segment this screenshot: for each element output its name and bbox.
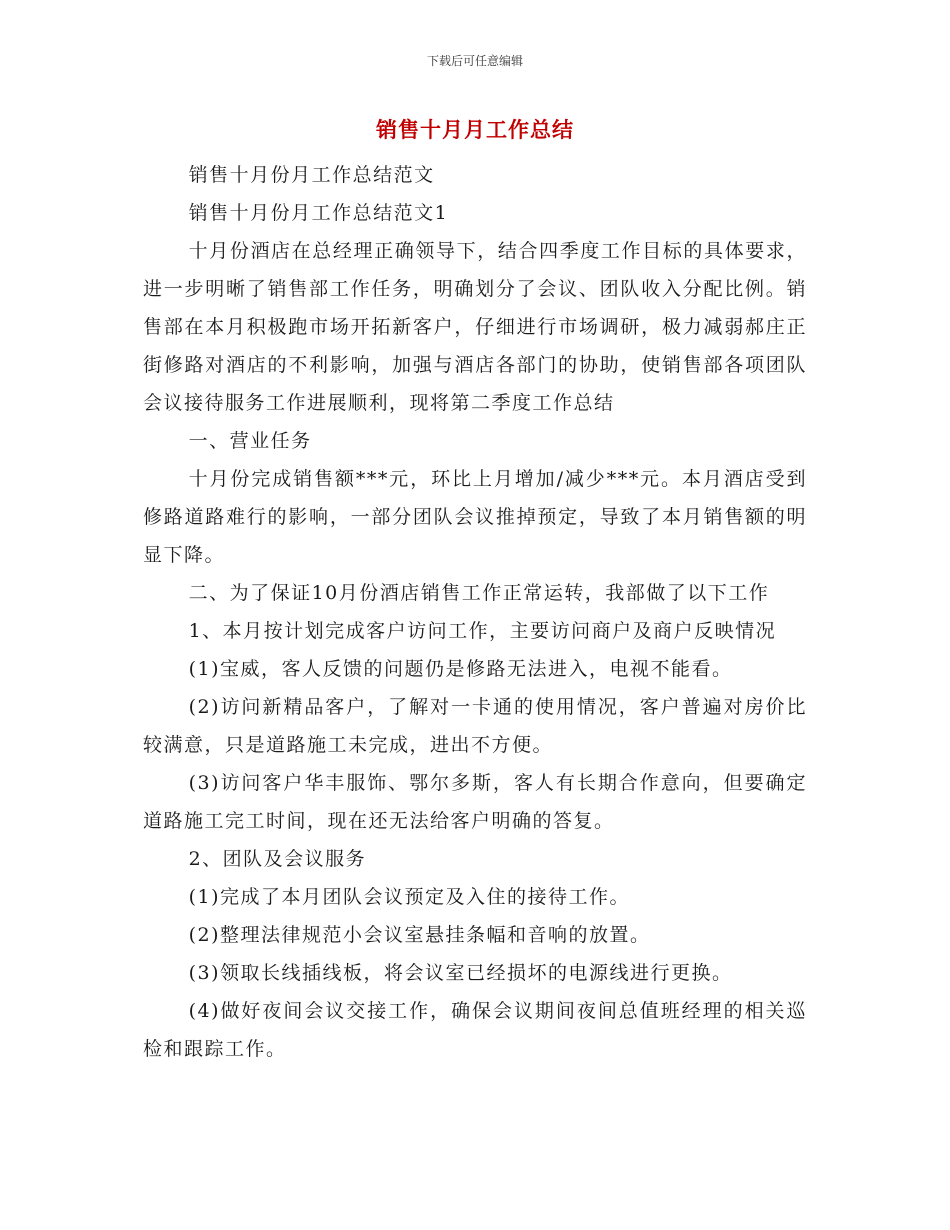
document-title: 销售十月月工作总结 — [376, 118, 574, 142]
section-heading-work: 二、为了保证10月份酒店销售工作正常运转，我部做了以下工作 — [188, 582, 770, 604]
list-item: (3)领取长线插线板，将会议室已经损坏的电源线进行更换。 — [188, 962, 733, 984]
paragraph-sales-figures: 十月份完成销售额***元，环比上月增加/减少***元。本月酒店受到修路道路难行的影响，一部分团队会议推掉预定，导致了本月销售额的明显下降。 — [143, 468, 807, 566]
paragraph-subtitle-1: 销售十月份月工作总结范文1 — [188, 202, 449, 224]
list-item: (3)访问客户华丰服饰、鄂尔多斯，客人有长期合作意向，但要确定道路施工完工时间，现在还无法给客户明确的答复。 — [143, 772, 807, 832]
list-item: (1)宝威，客人反馈的问题仍是修路无法进入，电视不能看。 — [188, 658, 733, 680]
list-item: (1)完成了本月团队会议预定及入住的接待工作。 — [188, 886, 631, 908]
list-item: (2)访问新精品客户，了解对一卡通的使用情况，客户普遍对房价比较满意，只是道路施工未完成，进出不方便。 — [143, 696, 807, 756]
paragraph-intro: 十月份酒店在总经理正确领导下，结合四季度工作目标的具体要求，进一步明晰了销售部工作任务，明确划分了会议、团队收入分配比例。销售部在本月积极跑市场开拓新客户，仔细进行市场调研，极力减弱郝庄正街修路对酒店的不利影响，加强与酒店各部门的协助，使销售部各项团队会议接待服务工作进展顺利，现将第二季度工作总结 — [143, 240, 807, 414]
subsection-heading-meetings: 2、团队及会议服务 — [188, 848, 367, 870]
subsection-heading-visits: 1、本月按计划完成客户访问工作，主要访问商户及商户反映情况 — [188, 620, 777, 642]
section-heading-business: 一、营业任务 — [188, 430, 312, 452]
document-body — [143, 156, 807, 1068]
list-item: (2)整理法律规范小会议室悬挂条幅和音响的放置。 — [188, 924, 651, 946]
paragraph-subtitle: 销售十月份月工作总结范文 — [188, 164, 435, 186]
list-item: (4)做好夜间会议交接工作，确保会议期间夜间总值班经理的相关巡检和跟踪工作。 — [143, 1000, 807, 1060]
header-note: 下载后可任意编辑 — [426, 54, 523, 68]
